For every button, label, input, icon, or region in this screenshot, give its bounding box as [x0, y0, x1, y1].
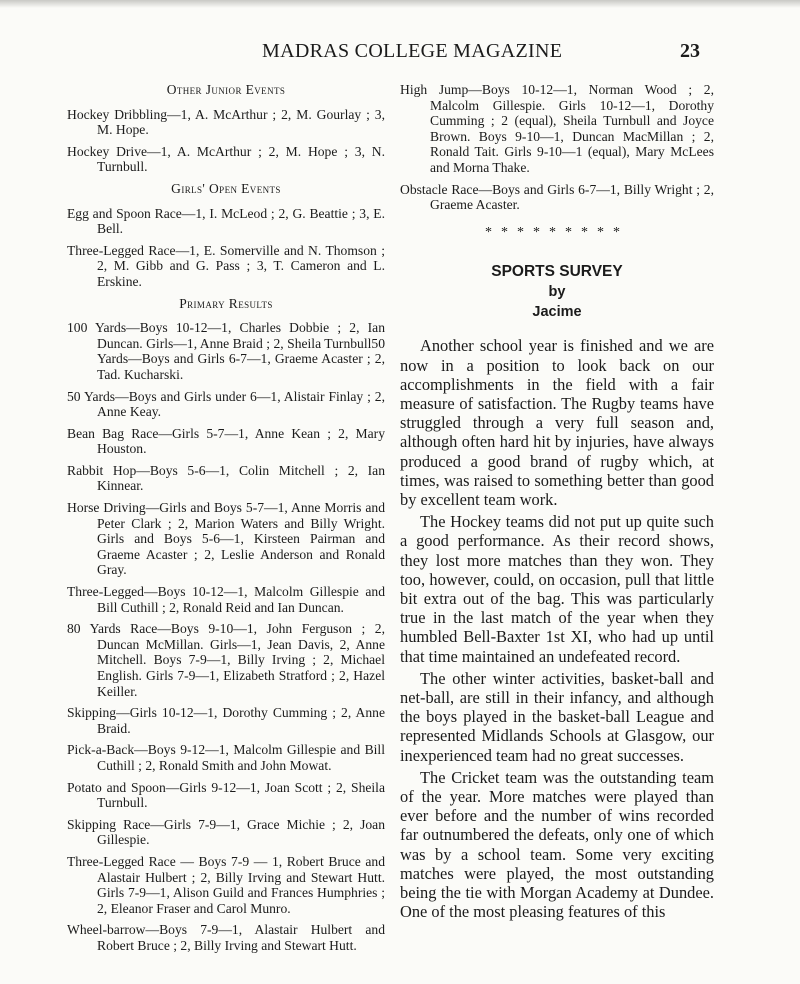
page-edge-shadow — [0, 0, 800, 8]
result-entry: Three-Legged Race — Boys 7-9 — 1, Robert Bruce and Alastair Hulbert ; 2, Billy Irving and Stewart Hutt. Girls 7-9—1, Alison Guild and Frances Humphries ; 2, Eleanor Fraser and Carol Munro. — [67, 853, 385, 916]
article-paragraph: The other winter activities, basket-ball and net-ball, are still in their infancy, and although the boys played in the basket-ball League and represented Midlands Schools at Glasgow, our inexperienced team had no great successes. — [400, 668, 714, 765]
result-entry: Horse Driving—Girls and Boys 5-7—1, Anne Morris and Peter Clark ; 2, Marion Waters and Billy Wright. Girls and Boys 5-6—1, Kirsteen Pairman and Graeme Acaster ; 2, Leslie Anderson and Ronald Gray. — [67, 500, 385, 578]
left-column — [67, 82, 385, 960]
article-byline-by: by — [548, 284, 566, 301]
result-entry: High Jump—Boys 10-12—1, Norman Wood ; 2, Malcolm Gillespie. Girls 10-12—1, Dorothy Cumming ; 2 (equal), Sheila Turnbull and Joyce Brown. Boys 9-10—1, Duncan MacMillan ; 2, Ronald Tait. Girls 9-10—1 (equal), Mary McLees and Morna Thake. — [400, 82, 714, 175]
result-entry: Obstacle Race—Boys and Girls 6-7—1, Billy Wright ; 2, Graeme Acaster. — [400, 181, 714, 213]
result-entry: Pick-a-Back—Boys 9-12—1, Malcolm Gillespie and Bill Cuthill ; 2, Ronald Smith and John Mowat. — [67, 742, 385, 773]
result-entry: Wheel-barrow—Boys 7-9—1, Alastair Hulbert and Robert Bruce ; 2, Billy Irving and Stewart Hutt. — [67, 922, 385, 953]
article-title: SPORTS SURVEY — [491, 263, 623, 281]
result-entry: 80 Yards Race—Boys 9-10—1, John Ferguson ; 2, Duncan McMillan. Girls—1, Jean Davis, 2, Anne Mitchell. Boys 7-9—1, Billy Irving ; 2, Michael English. Girls 7-9—1, Elizabeth Stratford ; 2, Hazel Keiller. — [67, 621, 385, 699]
page-number: 23 — [680, 40, 700, 62]
result-entry: Three-Legged Race—1, E. Somerville and N. Thomson ; 2, M. Gibb and G. Pass ; 3, T. Cameron and L. Erskine. — [67, 242, 385, 289]
result-entry: Hockey Drive—1, A. McArthur ; 2, M. Hope ; 3, N. Turnbull. — [67, 143, 385, 175]
result-entry: Three-Legged—Boys 10-12—1, Malcolm Gillespie and Bill Cuthill ; 2, Ronald Reid and Ian Duncan. — [67, 584, 385, 615]
result-entry: 100 Yards—Boys 10-12—1, Charles Dobbie ; 2, Ian Duncan. Girls—1, Anne Braid ; 2, Sheila Turnbull50 Yards—Boys and Girls 6-7—1, Graeme Acaster ; 2, Tad. Kucharski. — [67, 320, 385, 382]
article-paragraph: The Hockey teams did not put up quite such a good performance. As their record shows, they lost more matches than they won. They too, however, could, on occasion, pull that little bit extra out of the bag. This was particularly true in the last match of the year when they humbled Bell-Baxter 1st XI, who had up until that time maintained an undefeated record. — [400, 512, 714, 666]
result-entry: 50 Yards—Boys and Girls under 6—1, Alistair Finlay ; 2, Anne Keay. — [67, 388, 385, 420]
result-entry: Skipping—Girls 10-12—1, Dorothy Cumming ; 2, Anne Braid. — [67, 705, 385, 736]
result-entry: Potato and Spoon—Girls 9-12—1, Joan Scott ; 2, Sheila Turnbull. — [67, 779, 385, 811]
result-entry: Bean Bag Race—Girls 5-7—1, Anne Kean ; 2, Mary Houston. — [67, 425, 385, 457]
section-heading-other-junior-events: Other Junior Events — [166, 82, 286, 97]
article-paragraph: Another school year is finished and we are now in a position to look back on our accomplishments in the field with a fair measure of satisfaction. The Rugby teams have struggled through a very full season and, although often hard hit by injuries, have always produced a good brand of rugby which, at times, was raised to something better than good by excellent team work. — [400, 336, 714, 509]
result-entry: Egg and Spoon Race—1, I. McLeod ; 2, G. Beattie ; 3, E. Bell. — [67, 205, 385, 237]
running-head: MADRAS COLLEGE MAGAZINE — [262, 40, 563, 62]
result-entry: Hockey Dribbling—1, A. McArthur ; 2, M. Gourlay ; 3, M. Hope. — [67, 106, 385, 138]
article-paragraph: The Cricket team was the outstanding team of the year. More matches were played than ever before and the number of wins recorded far outnumbered the defeats, only one of which was by a school team. Some very exciting matches were played, the most outstanding being the tie with Morgan Academy at Dundee. One of the most pleasing features of this — [400, 767, 714, 922]
section-heading-girls-open-events: Girls' Open Events — [171, 180, 281, 196]
section-heading-primary-results: Primary Results — [179, 295, 273, 311]
result-entry: Skipping Race—Girls 7-9—1, Grace Michie ; 2, Joan Gillespie. — [67, 816, 385, 848]
right-column — [400, 82, 714, 924]
article-author: Jacime — [532, 304, 582, 321]
result-entry: Rabbit Hop—Boys 5-6—1, Colin Mitchell ; 2, Ian Kinnear. — [67, 462, 385, 494]
section-separator: ********* — [485, 224, 629, 240]
